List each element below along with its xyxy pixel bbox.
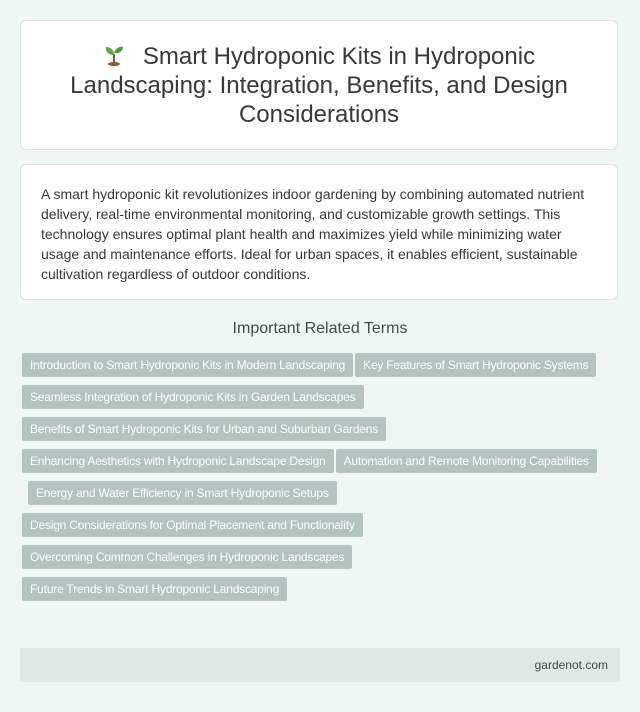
related-term-tag[interactable]: Benefits of Smart Hydroponic Kits for Urban and Suburban Gardens (22, 417, 386, 441)
related-term-tag[interactable]: Future Trends in Smart Hydroponic Landscaping (22, 577, 287, 601)
seedling-icon (103, 44, 125, 66)
summary-text: A smart hydroponic kit revolutionizes indoor gardening by combining automated nutrient delivery, real-time environmental monitoring, and customizable growth settings. This technology ensures optimal plant health and maximizes yield while minimizing water usage and maintenance efforts. Ideal for urban spaces, it enables efficient, sustainable cultivation regardless of outdoor conditions. (41, 186, 585, 282)
title-card (20, 20, 618, 150)
related-term-tag[interactable]: Key Features of Smart Hydroponic Systems (355, 353, 596, 377)
related-term-tag[interactable]: Introduction to Smart Hydroponic Kits in Modern Landscaping (22, 353, 353, 377)
related-term-tag[interactable]: Overcoming Common Challenges in Hydroponic Landscapes (22, 545, 352, 569)
related-term-tag[interactable]: Seamless Integration of Hydroponic Kits in Garden Landscapes (22, 385, 364, 409)
related-term-tag[interactable]: Energy and Water Efficiency in Smart Hydroponic Setups (28, 481, 337, 505)
footer (20, 648, 620, 682)
page-title (59, 42, 579, 129)
footer-site-link[interactable]: gardenot.com (534, 658, 608, 672)
related-term-tag[interactable]: Design Considerations for Optimal Placement and Functionality (22, 513, 363, 537)
related-terms-heading: Important Related Terms (232, 320, 408, 337)
related-term-tag[interactable]: Enhancing Aesthetics with Hydroponic Landscape Design (22, 449, 334, 473)
related-terms-list (22, 353, 620, 609)
related-term-tag[interactable]: Automation and Remote Monitoring Capabilities (336, 449, 597, 473)
page-title-text: Smart Hydroponic Kits in Hydroponic Landscaping: Integration, Benefits, and Design Considerations (70, 42, 568, 128)
summary-card (20, 164, 618, 300)
